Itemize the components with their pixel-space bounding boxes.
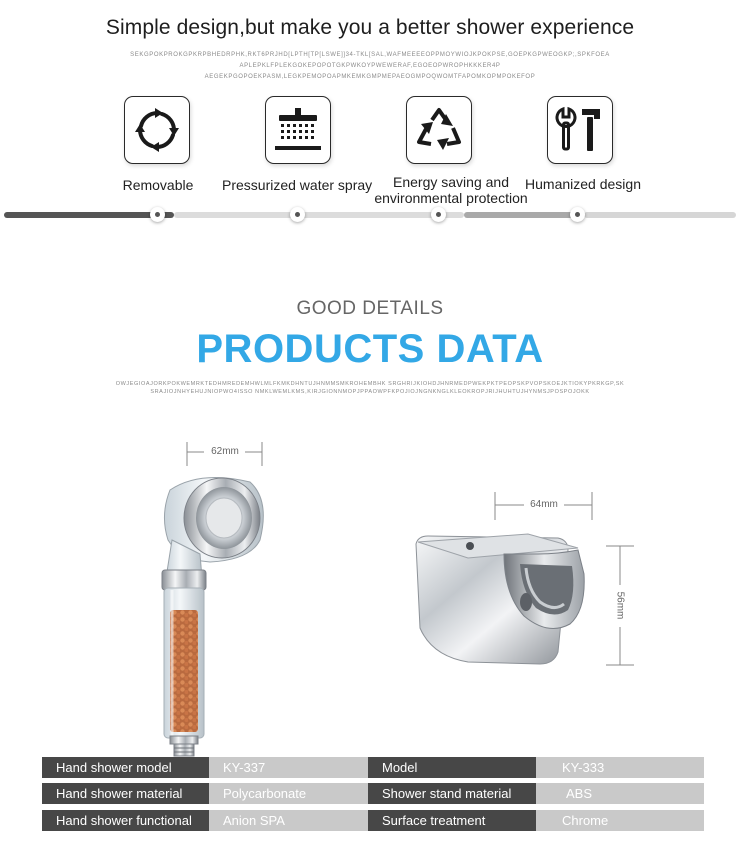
shower-stand-image [408,524,608,674]
section-title: PRODUCTS DATA [196,327,544,371]
stand-width-label: 64mm [530,499,558,510]
spec-key: Shower stand material [368,783,536,804]
feature-label-removable: Removable [122,177,194,193]
tools-icon [554,103,606,157]
spec-key: Surface treatment [368,810,536,831]
feature-label-humanized: Humanized design [525,176,641,192]
spec-key: Model [368,757,536,778]
feature-label-energy-saving: Energy saving and environmental protection [374,174,528,206]
timeline-segment [584,212,736,218]
timeline-segment [464,212,584,218]
rotate-arrows-icon [131,104,183,156]
headline: Simple design,but make you a better shower experience [105,16,635,39]
timeline-node [150,207,165,222]
feature-energy-saving [406,96,472,164]
recycle-icon [413,104,465,156]
spec-value: Polycarbonate [209,783,368,804]
spec-key: Hand shower functional [42,810,209,831]
feature-removable [124,96,190,164]
spec-key: Hand shower material [42,783,209,804]
details-filler-text: OWJEGIOAJORKPOKWEMRKTEDHMREDEMHWLMLFKMKDHNTUJHNMMSMKROHEMBHK SRGHRIJKIOHDJHNRMEDPWEKPKTPEOPSKPVOPSKOEJKTIOKYPKRKGP,SK SRAJIOJNHYEHUJNIOPWO4ISSO NMKLWEMLKMS,KIRJGIONNMOPJPPAOWPFKPOJIOJNGNKNGLKLEOKROPJRIJHUHTUJHYNMSJPOSPOJOKK [115,381,625,395]
stand-width-dimension [494,492,594,520]
hand-shower-width-dimension [186,440,264,466]
hand-shower-image [140,470,280,760]
spec-value: KY-333 [536,757,704,778]
spec-key: Hand shower model [42,757,209,778]
spec-value: KY-337 [209,757,368,778]
header-filler-text: SEKGPOKPROKGPKRPBHEDRPHK,RKT6PRJHD[LPTH[TP[LSWE]]34-TKL[SAL,WAFMEEEEOPPMOYWIOJKPOKPSE,GOEPKGPWEOGKP;,SPKFOEA APLEPKLFPLEKGOKEPOPOTGKPWKOYPWEWERAF,EGOEOPWROPHKKKER4P AEGEKPGOPOEKPASM,LEGKPEMOPOAPMKEMKGMPMEPAEOGMPOQWOMTFAPOMKOPMPOKEFOP [130,52,610,80]
timeline-node [570,207,585,222]
feature-timeline [4,212,736,220]
stand-height-dimension [606,545,634,667]
timeline-node [290,207,305,222]
hand-shower-width-label: 62mm [211,446,239,457]
feature-label-pressurized: Pressurized water spray [222,177,373,193]
timeline-segment [174,212,464,218]
feature-humanized [547,96,613,164]
shower-head-icon [271,104,325,156]
stand-height-label: 56mm [614,591,626,620]
section-overline: GOOD DETAILS [296,298,444,319]
spec-value: Anion SPA [209,810,368,831]
spec-value: ABS [536,783,704,804]
timeline-segment [4,212,174,218]
spec-value: Chrome [536,810,704,831]
feature-pressurized [265,96,331,164]
timeline-node [431,207,446,222]
